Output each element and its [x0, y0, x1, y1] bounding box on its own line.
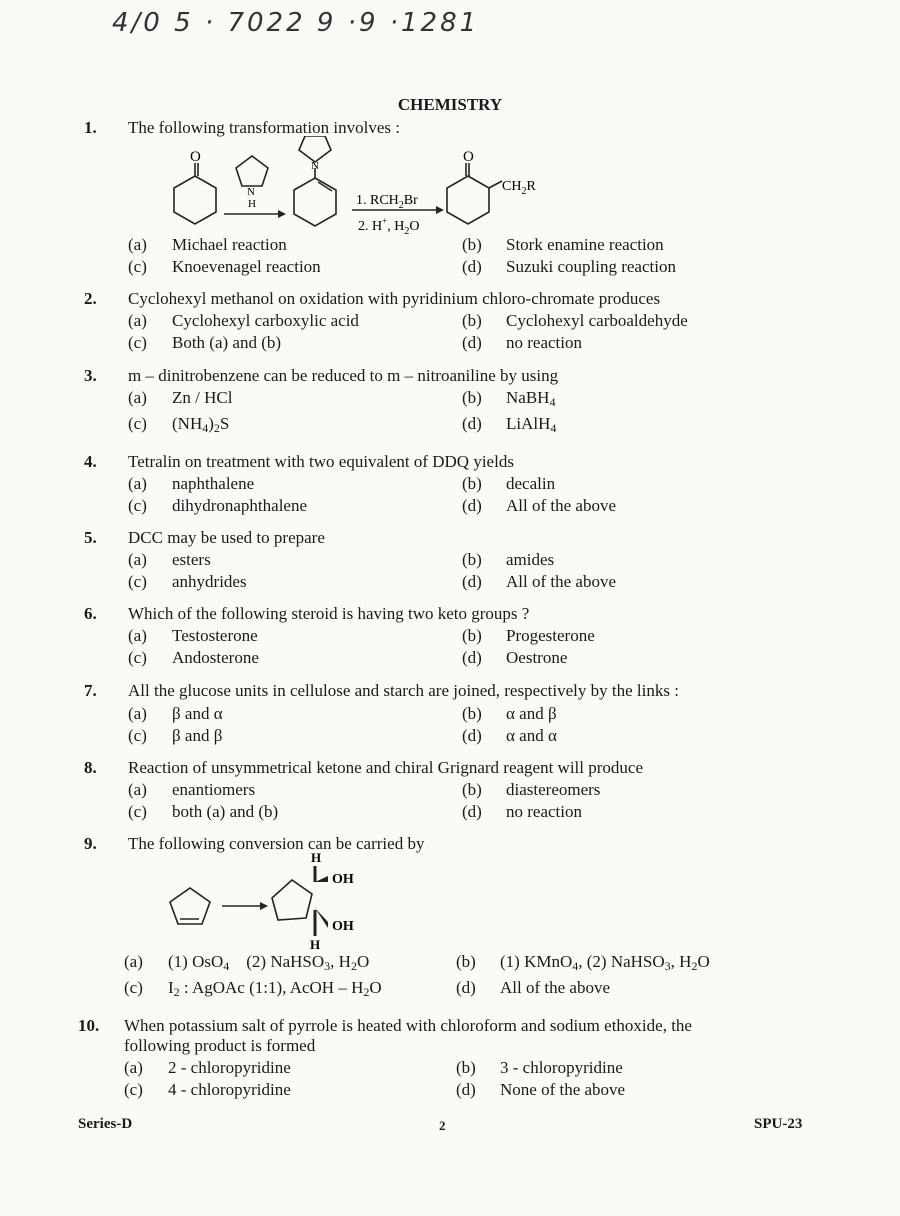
q8-opt-d-label: (d) [462, 802, 482, 821]
q4-opt-c: dihydronaphthalene [172, 496, 308, 515]
q3-opt-a: Zn / HCl [172, 388, 233, 407]
svg-text:H: H [310, 937, 321, 950]
q3-opt-d-label: (d) [462, 414, 482, 433]
q3-opt-a-label: (a) [128, 388, 147, 407]
q6-text: Which of the following steroid is having two keto groups ? [128, 604, 530, 623]
svg-text:OH: OH [332, 872, 354, 887]
footer-page-number: 2 [439, 1118, 446, 1133]
q9-opt-d-label: (d) [456, 978, 476, 997]
q4-opt-c-label: (c) [128, 496, 147, 515]
q2-opt-d-label: (d) [462, 333, 482, 352]
q4-opt-b-label: (b) [462, 474, 482, 493]
q2-opt-a: Cyclohexyl carboxylic acid [172, 311, 359, 330]
q5-number: 5. [84, 528, 97, 547]
q7-opt-d: α and α [506, 726, 557, 745]
q3-opt-b-label: (b) [462, 388, 482, 407]
q7-text: All the glucose units in cellulose and starch are joined, respectively by the links : [128, 681, 679, 700]
svg-text:N: N [247, 186, 255, 198]
q2-text: Cyclohexyl methanol on oxidation with pyridinium chloro-chromate produces [128, 289, 661, 308]
q5-opt-b-label: (b) [462, 550, 482, 569]
q4-number: 4. [84, 452, 97, 471]
q3-text: m – dinitrobenzene can be reduced to m – nitroaniline by using [128, 366, 559, 385]
svg-text:N: N [311, 160, 319, 172]
q1-o-label-1: O [190, 149, 201, 165]
q8-opt-c: both (a) and (b) [172, 802, 279, 821]
q6-opt-b-label: (b) [462, 626, 482, 645]
q10-opt-c: 4 - chloropyridine [168, 1080, 291, 1099]
q6-opt-d: Oestrone [506, 648, 568, 667]
q9-opt-a: (1) OsO$_4$ (2) NaHSO$_3$, $H_2O$ [168, 952, 370, 973]
q6-opt-b: Progesterone [506, 626, 595, 645]
q10-opt-a: 2 - chloropyridine [168, 1058, 291, 1077]
q7-opt-c-label: (c) [128, 726, 147, 745]
product-ring [447, 176, 489, 224]
q10-text: When potassium salt of pyrrole is heated with chloroform and sodium ethoxide, the [124, 1016, 692, 1035]
q5-opt-a: esters [172, 550, 211, 569]
q10-opt-b: 3 - chloropyridine [500, 1058, 623, 1077]
q9-number: 9. [84, 834, 97, 853]
q2-opt-d: no reaction [506, 333, 582, 352]
footer-series: Series-D [78, 1116, 133, 1132]
handwritten-note: 4/0 5 · 7022 9 ·9 ·1281 [112, 8, 480, 38]
enamine-ring [294, 178, 336, 226]
q7-opt-b-label: (b) [462, 704, 482, 723]
q1-opt-a-label: (a) [128, 235, 147, 254]
q3-number: 3. [84, 366, 97, 385]
q7-opt-b: α and β [506, 704, 557, 723]
q8-opt-d: no reaction [506, 802, 582, 821]
q3-opt-c-label: (c) [128, 414, 147, 433]
page-title: CHEMISTRY [397, 95, 503, 114]
q6-opt-a: Testosterone [172, 626, 258, 645]
q4-opt-a-label: (a) [128, 474, 147, 493]
q9-text: The following conversion can be carried by [128, 834, 425, 853]
q6-opt-a-label: (a) [128, 626, 147, 645]
pyrrolidine-ring-2 [299, 136, 331, 162]
svg-text:H: H [311, 850, 322, 865]
q4-text: Tetralin on treatment with two equivalent of DDQ yields [128, 452, 514, 471]
q2-opt-b-label: (b) [462, 311, 482, 330]
footer-code: SPU-23 [754, 1116, 803, 1132]
q5-opt-a-label: (a) [128, 550, 147, 569]
q9-opt-c-label: (c) [124, 978, 143, 997]
q7-number: 7. [84, 681, 97, 700]
q8-opt-a: enantiomers [172, 780, 256, 799]
q6-opt-c-label: (c) [128, 648, 147, 667]
q3-opt-b: NaBH$_4$ [506, 388, 556, 409]
q2-number: 2. [84, 289, 97, 308]
q3-opt-c: $(NH_4)_2S$ [172, 414, 230, 435]
q7-opt-c: β and β [172, 726, 223, 745]
q10-opt-c-label: (c) [124, 1080, 143, 1099]
pyrrolidine-ring [236, 156, 268, 186]
svg-text:H: H [248, 198, 256, 210]
q1-opt-d: Suzuki coupling reaction [506, 257, 676, 276]
q10-opt-b-label: (b) [456, 1058, 476, 1077]
q2-opt-c: Both (a) and (b) [172, 333, 282, 352]
q4-opt-b: decalin [506, 474, 556, 493]
q6-opt-d-label: (d) [462, 648, 482, 667]
q10-number: 10. [78, 1016, 100, 1035]
cyclopentane-diol-ring [272, 880, 312, 920]
q9-opt-c: $I_2$ : AgOAc (1:1), AcOH – $H_2O$ [168, 978, 382, 999]
q8-opt-b: diastereomers [506, 780, 601, 799]
q10-text-line2: following product is formed [124, 1036, 316, 1055]
q9-opt-d: All of the above [500, 978, 610, 997]
q4-opt-d-label: (d) [462, 496, 482, 515]
q1-text: The following transformation involves : [128, 118, 400, 137]
cyclohexanone-ring [174, 176, 216, 224]
q1-opt-a: Michael reaction [172, 235, 287, 254]
q4-opt-a: naphthalene [172, 474, 255, 493]
q7-opt-a-label: (a) [128, 704, 147, 723]
q9-opt-b: (1) KMnO$_4$, (2) NaHSO$_3$, $H_2O$ [500, 952, 710, 973]
q1-opt-c: Knoevenagel reaction [172, 257, 321, 276]
q8-opt-a-label: (a) [128, 780, 147, 799]
q5-opt-b: amides [506, 550, 555, 569]
q10-opt-a-label: (a) [124, 1058, 143, 1077]
q6-number: 6. [84, 604, 97, 623]
q1-opt-c-label: (c) [128, 257, 147, 276]
q1-opt-b: Stork enamine reaction [506, 235, 664, 254]
q2-opt-a-label: (a) [128, 311, 147, 330]
q5-text: DCC may be used to prepare [128, 528, 325, 547]
q5-opt-d: All of the above [506, 572, 616, 591]
q1-reagent-1: 1. $RCH_2Br$ [356, 193, 418, 211]
q9-opt-a-label: (a) [124, 952, 143, 971]
q8-opt-c-label: (c) [128, 802, 147, 821]
q7-opt-a: β and α [172, 704, 223, 723]
q4-opt-d: All of the above [506, 496, 616, 515]
q10-opt-d: None of the above [500, 1080, 626, 1099]
q10-opt-d-label: (d) [456, 1080, 476, 1099]
q1-reagent-2: 2. H+, $H_2O$ [358, 216, 420, 236]
q6-opt-c: Andosterone [172, 648, 259, 667]
q8-number: 8. [84, 758, 97, 777]
q3-opt-d: LiAlH$_4$ [506, 414, 557, 435]
svg-text:OH: OH [332, 919, 354, 934]
q1-ch2r-label: $CH_2R$ [502, 179, 536, 197]
q9-reaction-scheme [160, 850, 400, 950]
q7-opt-d-label: (d) [462, 726, 482, 745]
q5-opt-d-label: (d) [462, 572, 482, 591]
q8-text: Reaction of unsymmetrical ketone and chiral Grignard reagent will produce [128, 758, 644, 777]
q2-opt-b: Cyclohexyl carboaldehyde [506, 311, 688, 330]
q1-number: 1. [84, 118, 97, 137]
q5-opt-c-label: (c) [128, 572, 147, 591]
q1-opt-d-label: (d) [462, 257, 482, 276]
q1-reaction-scheme [160, 136, 580, 236]
q9-opt-b-label: (b) [456, 952, 476, 971]
q2-opt-c-label: (c) [128, 333, 147, 352]
q1-opt-b-label: (b) [462, 235, 482, 254]
q5-opt-c: anhydrides [172, 572, 247, 591]
q8-opt-b-label: (b) [462, 780, 482, 799]
q1-o-label-2: O [463, 149, 474, 165]
